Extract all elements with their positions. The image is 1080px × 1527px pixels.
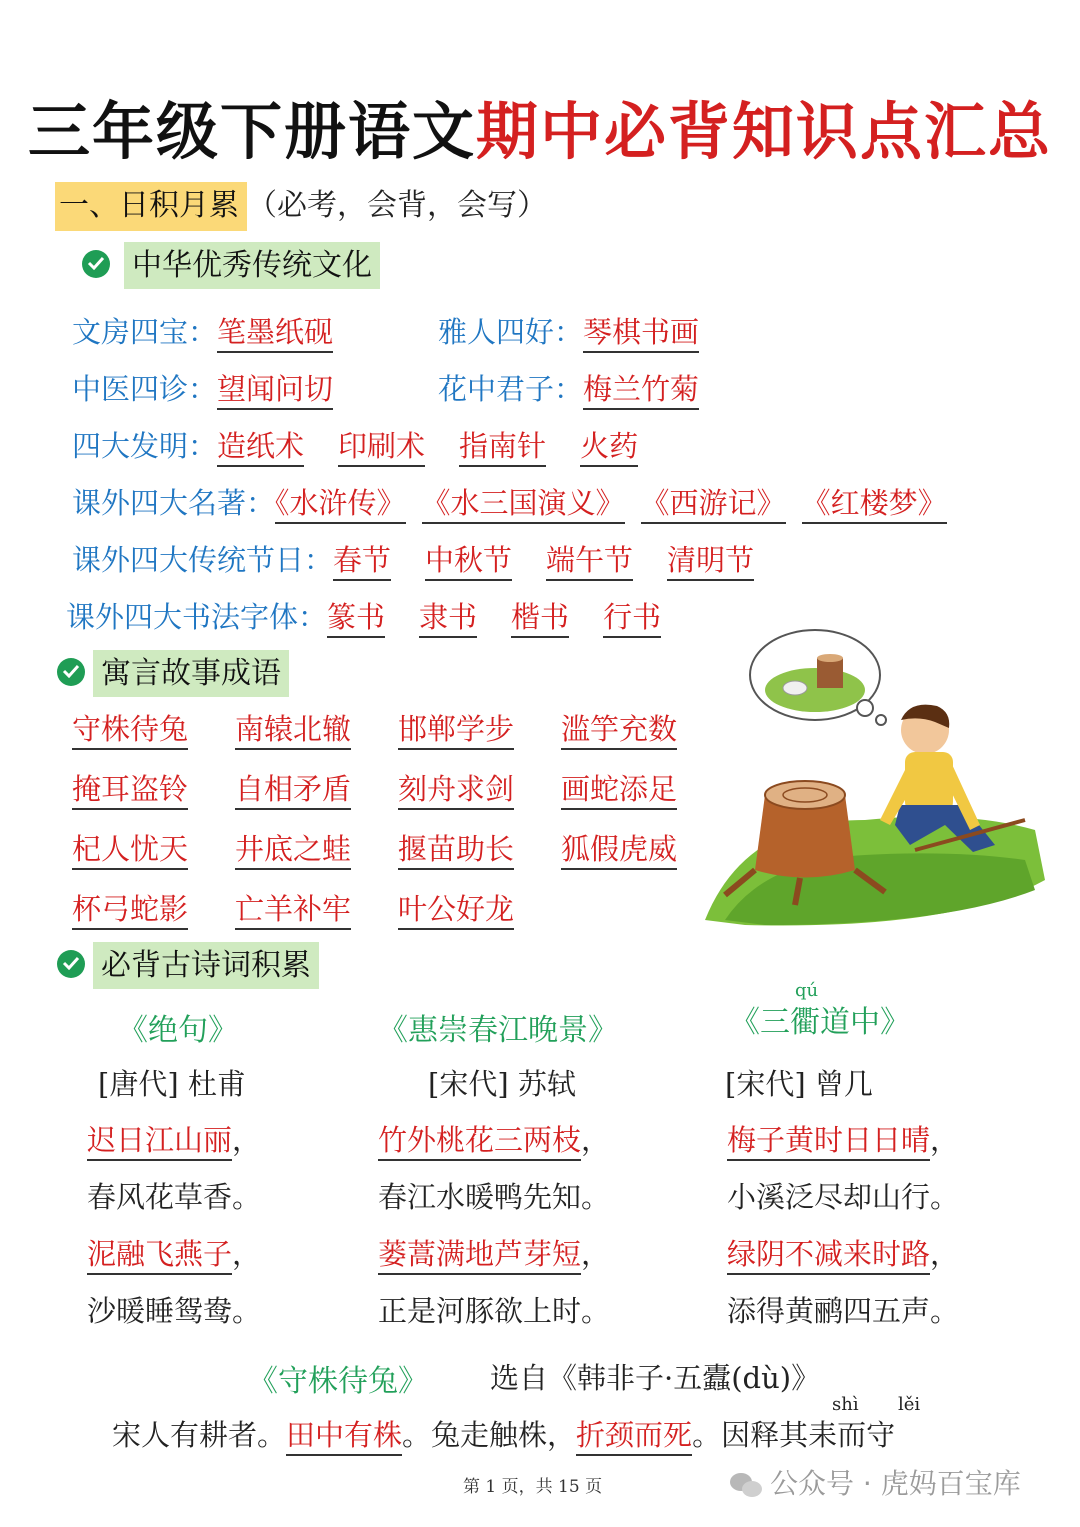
festival-item: 端午节: [546, 543, 633, 581]
punct: ，: [581, 1237, 611, 1271]
idiom-item: 掩耳盗铃: [72, 772, 188, 810]
novel-item: 《西游记》: [641, 486, 786, 524]
title-part2: 期中必背知识点汇总: [476, 95, 1053, 168]
label-huazhong: 花中君子：: [438, 372, 584, 406]
poem-1-author: [唐代] 杜甫: [98, 1067, 246, 1101]
punct: 。: [581, 1180, 611, 1214]
script-item: 篆书: [327, 600, 385, 638]
novels-row: [72, 481, 947, 522]
punct: 。: [581, 1294, 611, 1328]
section-heading: [55, 180, 547, 224]
invention-item: 印刷术: [338, 429, 425, 467]
watermark: [730, 1462, 1021, 1502]
punct: 。: [232, 1180, 262, 1214]
subheading-culture-label: 中华优秀传统文化: [124, 242, 380, 289]
poem-line: 春江水暖鸭先知: [378, 1180, 582, 1214]
poem-line: 泥融飞燕子: [87, 1237, 232, 1275]
answer-wenfang: 笔墨纸砚: [217, 315, 333, 353]
invention-item: 指南针: [459, 429, 546, 467]
punct: ，: [930, 1237, 960, 1271]
poem-line: 绿阴不减来时路: [727, 1237, 930, 1275]
watermark-text: 公众号 · 虎妈百宝库: [770, 1467, 1021, 1500]
poem-line: 春风花草香: [87, 1180, 233, 1214]
poem-line: 小溪泛尽却山行: [727, 1180, 931, 1214]
page-number: 第 1 页，共 15 页: [463, 1477, 603, 1497]
classical-text-part: 田中有株: [286, 1418, 402, 1456]
script-item: 隶书: [419, 600, 477, 638]
poem-line: 竹外桃花三两枝: [378, 1123, 581, 1161]
section-heading-label: 一、日积月累: [55, 182, 247, 231]
idiom-item: 杯弓蛇影: [72, 892, 188, 930]
poem-3-line-2: [727, 1175, 959, 1216]
idiom-item: 守株待兔: [72, 712, 188, 750]
classical-source: 选自《韩非子·五蠹(dù)》: [490, 1361, 821, 1395]
poem-line: 添得黄鹂四五声: [727, 1294, 931, 1328]
culture-row-1: [72, 310, 333, 351]
culture-row-2b: [438, 367, 699, 408]
idiom-item: 邯郸学步: [398, 712, 514, 750]
pinyin-lei: lěi: [898, 1394, 921, 1415]
novel-item: 《水浒传》: [275, 486, 406, 524]
check-icon: [82, 250, 110, 278]
stump-rabbit-illustration: [705, 620, 1050, 930]
idioms-grid: [72, 707, 712, 928]
poem-3-line-4: [727, 1289, 959, 1330]
idiom-item: 狐假虎威: [561, 832, 677, 870]
page-title: [0, 82, 1080, 171]
poem-2-line-2: [378, 1175, 610, 1216]
idiom-item: 井底之蛙: [235, 832, 351, 870]
script-item: 楷书: [511, 600, 569, 638]
poem-2-line-3: [378, 1232, 610, 1273]
invention-item: 火药: [580, 429, 638, 467]
subheading-culture: [82, 240, 380, 284]
check-icon: [57, 658, 85, 686]
label-wenfang: 文房四宝：: [72, 315, 218, 349]
idiom-item: 揠苗助长: [398, 832, 514, 870]
subheading-idioms: [57, 648, 289, 692]
punct: ，: [232, 1237, 262, 1271]
poem-1-line-1: [87, 1118, 261, 1159]
poem-1-line-4: [87, 1289, 261, 1330]
poem-3-line-3: [727, 1232, 959, 1273]
classical-title: 《守株待兔》: [248, 1364, 428, 1399]
festival-item: 清明节: [667, 543, 754, 581]
poem-line: 梅子黄时日日晴: [727, 1123, 930, 1161]
label-zhongyi: 中医四诊：: [72, 372, 218, 406]
script-item: 行书: [603, 600, 661, 638]
label-inventions: 四大发明：: [72, 429, 218, 463]
culture-row-1b: [438, 310, 699, 351]
poem-line: 迟日江山丽: [87, 1123, 232, 1161]
poem-1-title: 《绝句》: [118, 1013, 238, 1048]
poem-1-line-2: [87, 1175, 261, 1216]
poem-2-line-4: [378, 1289, 610, 1330]
punct: 。: [930, 1294, 960, 1328]
answer-zhongyi: 望闻问切: [217, 372, 333, 410]
punct: ，: [581, 1123, 611, 1157]
poem-line: 蒌蒿满地芦芽短: [378, 1237, 581, 1275]
idiom-item: 刻舟求剑: [398, 772, 514, 810]
pinyin-shi: shì: [832, 1394, 859, 1415]
classical-text-part: 。兔走触株，: [402, 1418, 577, 1452]
subheading-poems-label: 必背古诗词积累: [93, 942, 319, 989]
poem-2-author: [宋代] 苏轼: [428, 1067, 576, 1101]
idiom-item: 自相矛盾: [235, 772, 351, 810]
culture-row-2: [72, 367, 333, 408]
classical-text-part: 。因释其耒而守: [692, 1418, 896, 1452]
poem-3-line-1: [727, 1118, 959, 1159]
inventions-row: [72, 424, 638, 465]
title-part1: 三年级下册语文: [27, 95, 476, 168]
label-festivals: 课外四大传统节日：: [72, 543, 334, 577]
check-icon: [57, 950, 85, 978]
scripts-row: [66, 595, 661, 636]
label-yaren: 雅人四好：: [438, 315, 584, 349]
punct: 。: [930, 1180, 960, 1214]
wechat-icon: [730, 1471, 764, 1499]
novel-item: 《水三国演义》: [422, 486, 625, 524]
section-heading-note: （必考，会背，会写）: [247, 188, 547, 223]
idiom-item: 南辕北辙: [235, 712, 351, 750]
festivals-row: [72, 538, 754, 579]
classical-text-part: 宋人有耕者。: [112, 1418, 287, 1452]
idiom-item: 滥竽充数: [561, 712, 677, 750]
poem-3-author: [宋代] 曾几: [725, 1067, 873, 1101]
label-novels: 课外四大名著：: [72, 486, 276, 520]
idiom-item: 画蛇添足: [561, 772, 677, 810]
poem-line: 正是河豚欲上时: [378, 1294, 582, 1328]
invention-item: 造纸术: [217, 429, 304, 467]
poem-line: 沙暖睡鸳鸯: [87, 1294, 233, 1328]
answer-huazhong: 梅兰竹菊: [583, 372, 699, 410]
poem-3-pinyin: qú: [795, 980, 819, 1001]
festival-item: 中秋节: [425, 543, 512, 581]
poem-1-line-3: [87, 1232, 261, 1273]
punct: ，: [232, 1123, 262, 1157]
festival-item: 春节: [333, 543, 391, 581]
idiom-item: 杞人忧天: [72, 832, 188, 870]
idiom-item: 亡羊补牢: [235, 892, 351, 930]
label-scripts: 课外四大书法字体：: [66, 600, 328, 634]
subheading-idioms-label: 寓言故事成语: [93, 650, 289, 697]
punct: ，: [930, 1123, 960, 1157]
novel-item: 《红楼梦》: [802, 486, 947, 524]
poem-3-title: 《三衢道中》: [730, 1005, 910, 1040]
subheading-poems: [57, 940, 319, 984]
punct: 。: [232, 1294, 262, 1328]
classical-text: [112, 1413, 895, 1454]
answer-yaren: 琴棋书画: [583, 315, 699, 353]
poem-2-line-1: [378, 1118, 610, 1159]
poem-2-title: 《惠崇春江晚景》: [378, 1013, 618, 1048]
idiom-item: 叶公好龙: [398, 892, 514, 930]
classical-text-part: 折颈而死: [576, 1418, 692, 1456]
